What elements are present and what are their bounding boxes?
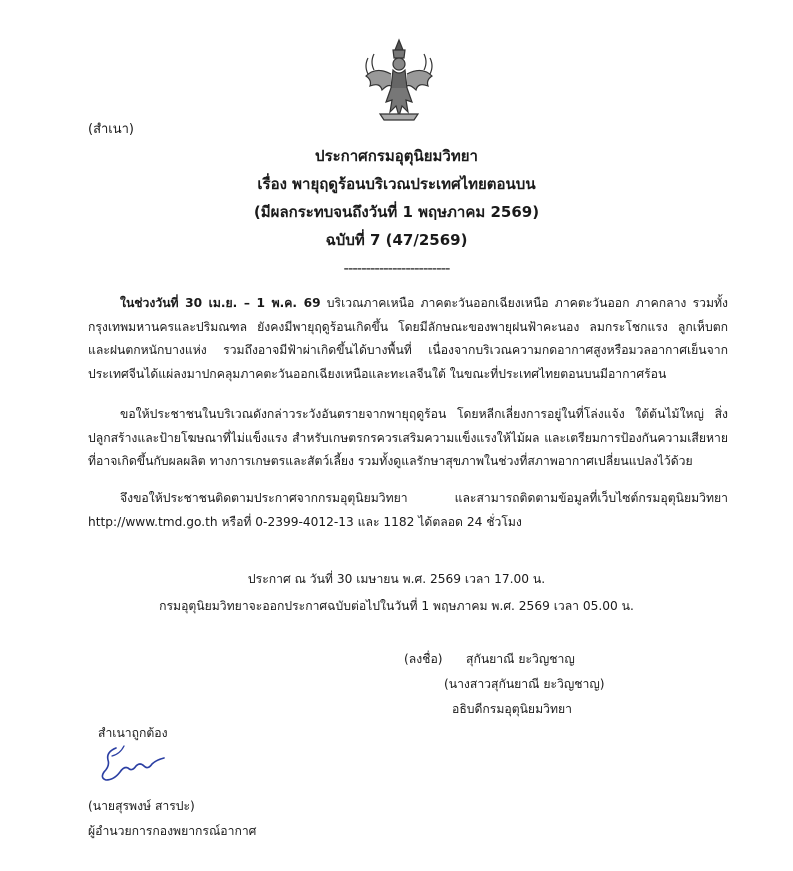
certifier-name: (นายสุรพงษ์ สารปะ)	[88, 799, 195, 813]
page-title: ประกาศกรมอุตุนิยมวิทยา	[315, 147, 478, 165]
advice-text: ขอให้ประชาชนในบริเวณดังกล่าวระวังอันตรายจากพายุฤดูร้อน โดยหลีกเลี่ยงการอยู่ในที่โล่งแจ้ง ใต้ต้นไม้ใหญ่ สิ่งปลูกสร้างและป้ายโฆษณาที่ไม่แข็งแรง สำหรับเกษตรกรควรเสริมความแข็งแรงให้ไม้ผล และเตรียมการป้องกันความเสียหายที่อาจเกิดขึ้นกับผลผลิต ทางการเกษตรและสัตว์เลี้ยง รวมทั้งดูแลรักษาสุขภาพในช่วงที่สภาพอากาศเปลี่ยนแปลงไว้ด้วย	[88, 407, 728, 468]
paragraph-advice	[88, 403, 728, 474]
signed-label: (ลงชื่อ)	[404, 652, 443, 666]
effective-line: (มีผลกระทบจนถึงวันที่ 1 พฤษภาคม 2569)	[253, 203, 540, 221]
issue-number: ฉบับที่ 7 (47/2569)	[325, 231, 468, 249]
contact-text: จึงขอให้ประชาชนติดตามประกาศจากกรมอุตุนิยมวิทยา และสามารถติดตามข้อมูลที่เว็บไซต์กรมอุตุนิยมวิทยา http://www.tmd.go.th หรือที่ 0-2399-4012-13 และ 1182 ได้ตลอด 24 ชั่วโมง	[88, 491, 728, 529]
handwritten-signature	[94, 742, 170, 784]
certifier-position: ผู้อำนวยการกองพยากรณ์อากาศ	[88, 824, 257, 838]
subject-line: เรื่อง พายุฤดูร้อนบริเวณประเทศไทยตอนบน	[257, 175, 536, 193]
signer-full-name: (นางสาวสุกันยาณี ยะวิญชาญ)	[444, 677, 605, 691]
paragraph-contact	[88, 487, 728, 534]
certified-label: สำเนาถูกต้อง	[98, 726, 168, 740]
garuda-emblem-icon	[360, 36, 438, 124]
signer-name: สุกันยาณี ยะวิญชาญ	[466, 652, 575, 666]
signature-row	[404, 650, 575, 669]
forecast-text: บริเวณภาคเหนือ ภาคตะวันออกเฉียงเหนือ ภาคตะวันออก ภาคกลาง รวมทั้งกรุงเทพมหานครและปริมณฑล ยังคงมีพายุฤดูร้อนเกิดขึ้น โดยมีลักษณะของพายุฝนฟ้าคะนอง ลมกระโชกแรง ลูกเห็บตก และฝนตกหนักบางแห่ง รวมถึงอาจมีฟ้าผ่าเกิดขึ้นได้บางพื้นที่ เนื่องจากบริเวณความกดอากาศสูงหรือมวลอากาศเย็นจากประเทศจีนได้แผ่ลงมาปกคลุมภาคตะวันออกเฉียงเหนือและทะเลจีนใต้ ในขณะที่ประเทศไทยตอนบนมีอากาศร้อน	[88, 296, 728, 381]
next-issue-note: กรมอุตุนิยมวิทยาจะออกประกาศฉบับต่อไปในวันที่ 1 พฤษภาคม พ.ศ. 2569 เวลา 05.00 น.	[159, 599, 634, 613]
separator-line: ------------------------	[343, 259, 450, 277]
announced-date: ประกาศ ณ วันที่ 30 เมษายน พ.ศ. 2569 เวลา 17.00 น.	[247, 572, 546, 586]
paragraph-forecast	[88, 292, 728, 386]
signer-position: อธิบดีกรมอุตุนิยมวิทยา	[452, 702, 572, 716]
copy-tag: (สำเนา)	[88, 122, 135, 137]
forecast-period: ในช่วงวันที่ 30 เม.ย. – 1 พ.ค. 69	[120, 296, 321, 310]
